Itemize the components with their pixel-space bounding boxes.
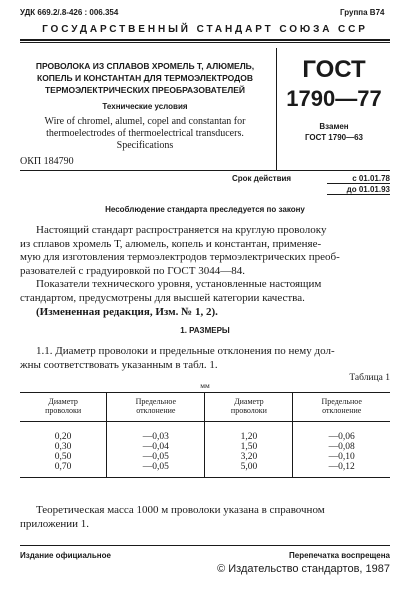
table-cell: 0,50 [54,452,72,462]
copyright-line: © Издательство стандартов, 1987 [217,563,390,575]
gost-number: 1790—77 [286,86,382,111]
validity-label: Срок действия [232,174,292,183]
table-cell: —0,03 [107,422,205,443]
reprint-notice: Перепечатка воспрещена [289,551,390,560]
header-rule-top [20,39,390,41]
table-row [20,462,390,478]
section-title: 1. РАЗМЕРЫ [180,326,230,335]
header-deviation-1: Предельное отклонение [107,393,205,422]
table-row [20,442,390,452]
table-cell: 1,20 [205,422,293,443]
validity-to: до 01.01.93 [346,185,390,194]
table-cell: —0,04 [107,442,205,452]
title-ru-line-2: КОПЕЛЬ И КОНСТАНТАН ДЛЯ ТЕРМОЭЛЕКТРОДОВ [37,73,253,83]
replaces-label: Взамен [319,122,349,131]
scope-line-2: из сплавов хромель Т, алюмель, копель и константан, применяе- [20,237,322,250]
scope-line-1: Настоящий стандарт распространяется на круглую проволоку [36,224,327,236]
table-cell: 1,50 [205,442,293,452]
mass-line-1: Теоретическая масса 1000 м проволоки указана в справочном [36,504,325,516]
table-unit: мм [200,381,210,390]
table-cell: —0,08 [293,442,390,452]
table-cell: 5,00 [205,462,293,478]
table-cell: 0,30 [54,442,72,452]
quality-line-2: стандартом, предусмотрены для высшей категории качества. [20,291,305,304]
table-cell: 0,70 [20,462,107,478]
mass-paragraph [20,504,325,531]
title-en-line-3: Specifications [116,140,174,151]
dimensions-paragraph [20,345,335,372]
header-deviation-2: Предельное отклонение [293,393,390,422]
mass-line-2: приложении 1. [20,517,89,530]
header-diameter-2: Диаметр проволоки [205,393,293,422]
udk-code: УДК 669.2/.8-426 : 006.354 [20,8,119,17]
document-subtitle-ru: Технические условия [102,102,188,111]
dimensions-line-1: 1.1. Диаметр проволоки и предельные отклонения по нему дол- [36,345,335,357]
title-en-line-1: Wire of chromel, alumel, copel and constantan for [44,116,246,127]
table-row [20,422,390,443]
table-cell: —0,06 [293,422,390,443]
replaces-value: ГОСТ 1790—63 [304,133,364,142]
table-cell: —0,05 [107,462,205,478]
header-diameter-1: Диаметр проволоки [20,393,107,422]
validity-to-underline [327,194,390,195]
document-title-en [20,116,270,152]
title-ru-line-1: ПРОВОЛОКА ИЗ СПЛАВОВ ХРОМЕЛЬ Т, АЛЮМЕЛЬ, [35,61,255,71]
amendment-note: (Измененная редакция, Изм. № 1, 2). [36,306,218,318]
footer-rule [20,545,390,546]
document-title-ru [20,60,270,96]
table-cell: 3,20 [205,452,293,462]
table-cell: —0,05 [107,452,205,462]
quality-line-1: Показатели технического уровня, установленные настоящим [36,278,322,290]
table-header-row [20,393,390,422]
gost-label: ГОСТ [302,56,366,83]
official-edition: Издание официальное [20,551,111,560]
table-row [20,452,390,462]
dimensions-line-2: жны соответствовать указанным в табл. 1. [20,358,218,371]
table-cell: —0,10 [293,452,390,462]
title-en-line-2: thermoelectrodes of thermoelectrical transducers. [46,128,244,139]
dimensions-table [20,392,390,478]
header-rule-bottom [20,42,390,43]
validity-from-underline [327,183,390,184]
scope-paragraph [20,224,340,305]
title-block-divider [276,48,277,170]
title-block-rule [20,170,390,171]
scope-line-3: мую для изготовления термоэлектродов термоэлектрических преоб- [20,251,340,263]
group-code: Группа В74 [340,8,385,17]
standard-title: ГОСУДАРСТВЕННЫЙ СТАНДАРТ СОЮЗА ССР [42,24,368,35]
table-caption: Таблица 1 [349,373,390,383]
title-ru-line-3: ТЕРМОЭЛЕКТРИЧЕСКИХ ПРЕОБРАЗОВАТЕЛЕЙ [44,85,246,95]
table-cell: 0,20 [54,432,72,442]
validity-from: с 01.01.78 [352,174,390,183]
scope-line-4: разователей с градуировкой по ГОСТ 3044—84. [20,264,245,277]
legal-notice: Несоблюдение стандарта преследуется по закону [105,205,305,214]
okp-code: ОКП 184790 [20,156,74,167]
table-cell: —0,12 [293,462,390,478]
